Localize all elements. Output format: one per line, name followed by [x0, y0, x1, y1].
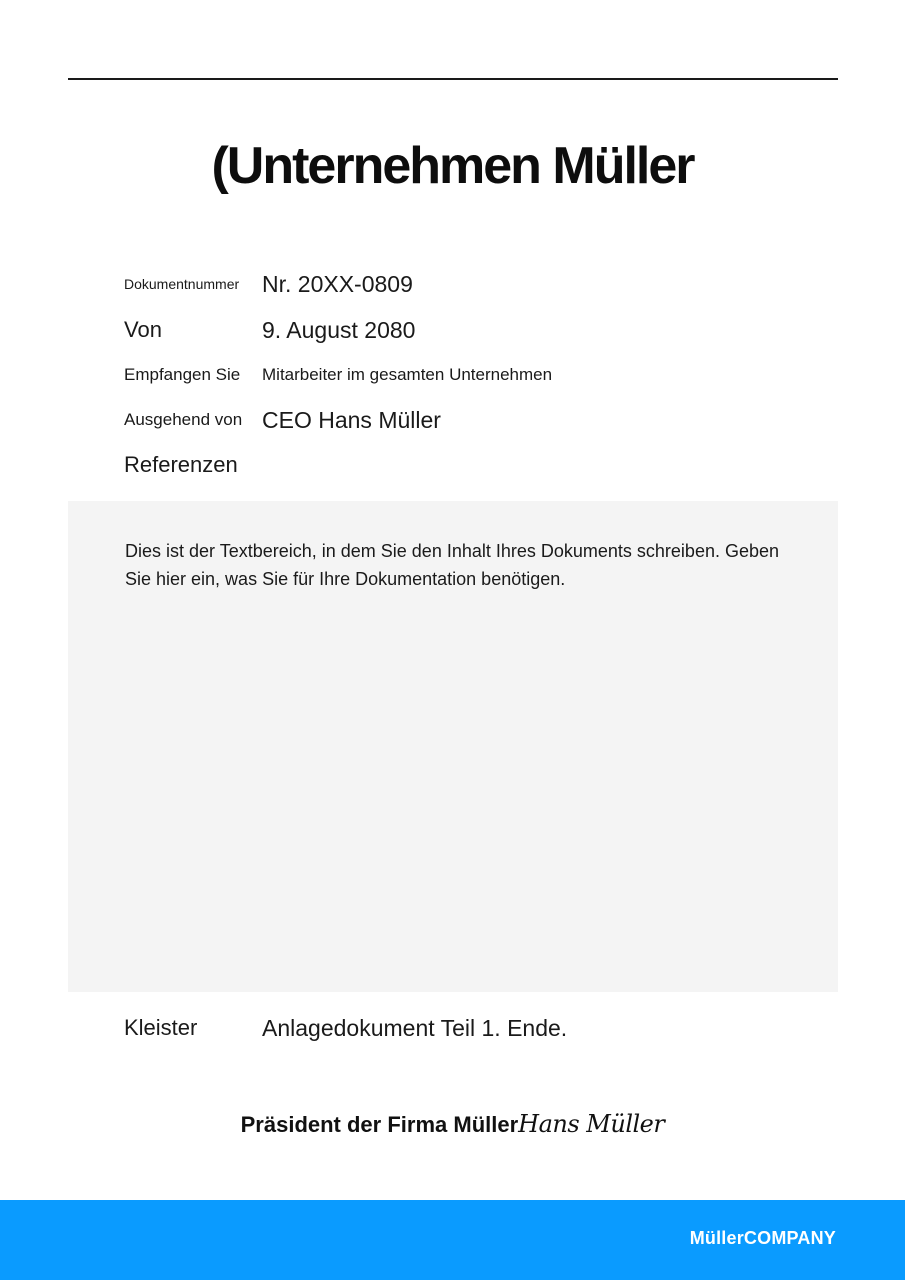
field-label: Empfangen Sie [124, 365, 241, 384]
signature-line [0, 1110, 905, 1138]
top-divider [68, 78, 838, 80]
field-references [124, 448, 262, 482]
field-recipient [124, 358, 552, 392]
field-label: Dokumentnummer [124, 276, 240, 292]
field-label: Ausgehend von [124, 410, 243, 429]
field-date [124, 313, 415, 347]
signature-name: Hans Müller [518, 1110, 665, 1138]
field-label: Von [124, 317, 162, 342]
field-label: Referenzen [124, 452, 238, 477]
footer-bar [0, 1200, 905, 1280]
document-body-text: Dies ist der Textbereich, in dem Sie den Inhalt Ihres Dokuments schreiben. Geben Sie hier ein, was Sie für Ihre Dokumentation benötigen. [125, 541, 780, 589]
field-attachment [124, 1011, 567, 1045]
field-value: CEO Hans Müller [262, 406, 441, 433]
field-label: Kleister [124, 1015, 198, 1040]
field-value: Anlagedokument Teil 1. Ende. [262, 1014, 568, 1041]
field-value: 9. August 2080 [262, 316, 416, 343]
footer-brand-logo: MüllerCOMPANY [689, 1228, 836, 1248]
signature-role: Präsident der Firma Müller [240, 1112, 519, 1137]
document-body-area [68, 501, 838, 992]
field-value: Mitarbeiter im gesamten Unternehmen [262, 365, 553, 384]
field-value: Nr. 20XX-0809 [262, 270, 413, 297]
field-sender [124, 403, 441, 437]
document-title: (Unternehmen Müller [211, 137, 694, 195]
field-document-number [124, 267, 413, 301]
